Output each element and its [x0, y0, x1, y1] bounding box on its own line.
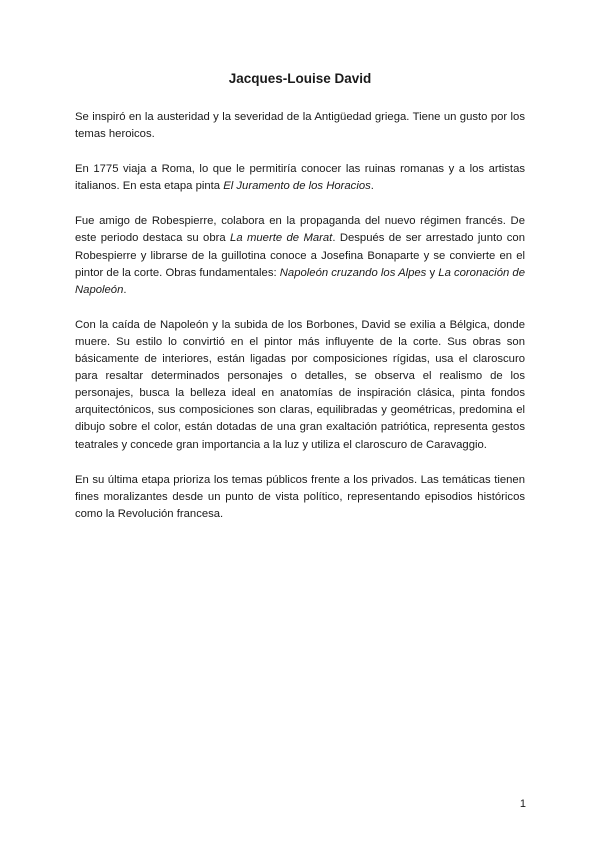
- body-paragraph: [75, 213, 525, 298]
- body-paragraph: [75, 317, 525, 454]
- paragraph-text: En 1775 viaja a Roma, lo que le permitiría conocer las ruinas romanas y a los artistas italianos. En esta etapa pinta: [75, 163, 525, 193]
- paragraph-text: y: [426, 266, 439, 279]
- paragraph-text: .: [370, 180, 374, 193]
- body-paragraph: [75, 109, 525, 143]
- paragraph-text: .: [123, 283, 127, 296]
- body-paragraph: [75, 161, 525, 195]
- body-paragraph: [75, 472, 525, 523]
- paragraph-text: En su última etapa prioriza los temas públicos frente a los privados. Las temáticas tienen fines moralizantes desde un punto de vista político, representando episodios históricos como la Revolución francesa.: [75, 473, 525, 520]
- paragraph-text: Fue amigo de Robespierre, colabora en la propaganda del nuevo régimen francés. De este periodo destaca su obra: [75, 215, 525, 245]
- artwork-title: Napoleón cruzando los Alpes: [279, 266, 427, 279]
- page-number: 1: [519, 798, 526, 810]
- artwork-title: La coronación de Napoleón: [75, 266, 525, 296]
- artwork-title: El Juramento de los Horacios: [223, 180, 371, 193]
- artwork-title: La muerte de Marat: [230, 232, 333, 245]
- document-body: [75, 109, 525, 541]
- document-title: Jacques-Louise David: [228, 71, 372, 86]
- paragraph-text: . Después de ser arrestado junto con Robespierre y librarse de la guillotina conoce a Josefina Bonaparte y se convierte en el pintor de la corte. Obras fundamentales:: [75, 232, 525, 279]
- paragraph-text: Se inspiró en la austeridad y la severidad de la Antigüedad griega. Tiene un gusto por los temas heroicos.: [75, 111, 525, 141]
- paragraph-text: Con la caída de Napoleón y la subida de los Borbones, David se exilia a Bélgica, donde muere. Su estilo lo convirtió en el pintor más influyente de la corte. Sus obras son básicamente de interiores, están ligadas por composiciones rígidas, usa el claroscuro para resaltar determinados personajes o detalles, se observa el realismo de los personajes, busca la belleza ideal en anatomías de inspiración clásica, pinta fondos arquitectónicos, sus composiciones son claras, equilibradas y geométricas, predomina el dibujo sobre el color, están dotadas de una gran exaltación patriótica, representa gestos teatrales y concede gran importancia a la luz y utiliza el claroscuro de Caravaggio.: [75, 318, 525, 451]
